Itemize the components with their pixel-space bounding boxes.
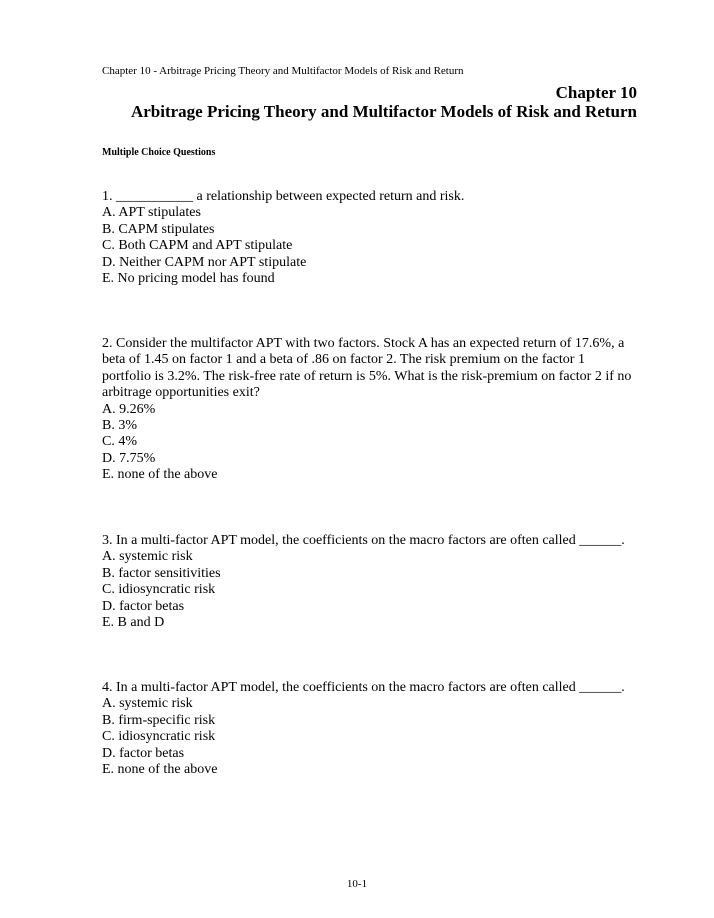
answer-option: C. idiosyncratic risk [102,582,216,598]
question-2 [102,336,637,484]
answer-option: B. factor sensitivities [102,565,221,581]
question-1 [102,189,637,287]
question-stem: 2. Consider the multifactor APT with two factors. Stock A has an expected return of 17.6%, a beta of 1.45 on factor 1 and a beta of .86 on factor 2. The risk premium on the factor 1 portfolio is 3.2%. The risk-free rate of return is 5%. What is the risk-premium on factor 2 if no arbitrage opportunities exit? [102,336,632,401]
question-4 [102,680,637,778]
answer-option: A. systemic risk [102,696,193,712]
answer-option: E. No pricing model has found [102,271,275,287]
answer-option: D. Neither CAPM nor APT stipulate [102,254,307,270]
answer-option: E. none of the above [102,762,218,778]
question-stem: 4. In a multi-factor APT model, the coefficients on the macro factors are often called ______. [102,680,625,695]
running-header: Chapter 10 - Arbitrage Pricing Theory and Multifactor Models of Risk and Return [102,65,464,77]
answer-option: B. 3% [102,418,137,434]
chapter-number: Chapter 10 [555,83,637,102]
chapter-title: Arbitrage Pricing Theory and Multifactor Models of Risk and Return [130,102,637,121]
question-stem: 3. In a multi-factor APT model, the coefficients on the macro factors are often called ______. [102,533,625,548]
question-stem: 1. ___________ a relationship between expected return and risk. [102,189,465,204]
answer-option: B. firm-specific risk [102,712,216,728]
answer-option: A. APT stipulates [102,205,201,221]
answer-option: D. factor betas [102,598,185,614]
answer-option: D. 7.75% [102,450,156,466]
answer-option: E. none of the above [102,467,218,483]
question-3 [102,533,637,631]
answer-option: B. CAPM stipulates [102,221,215,237]
answer-option: D. factor betas [102,745,185,761]
answer-option: C. 4% [102,434,137,450]
answer-option: C. Both CAPM and APT stipulate [102,238,293,254]
page-number: 10-1 [346,878,368,890]
answer-option: E. B and D [102,615,165,631]
answer-option: C. idiosyncratic risk [102,729,216,745]
section-heading: Multiple Choice Questions [102,147,216,158]
answer-option: A. systemic risk [102,549,193,565]
answer-option: A. 9.26% [102,401,156,417]
